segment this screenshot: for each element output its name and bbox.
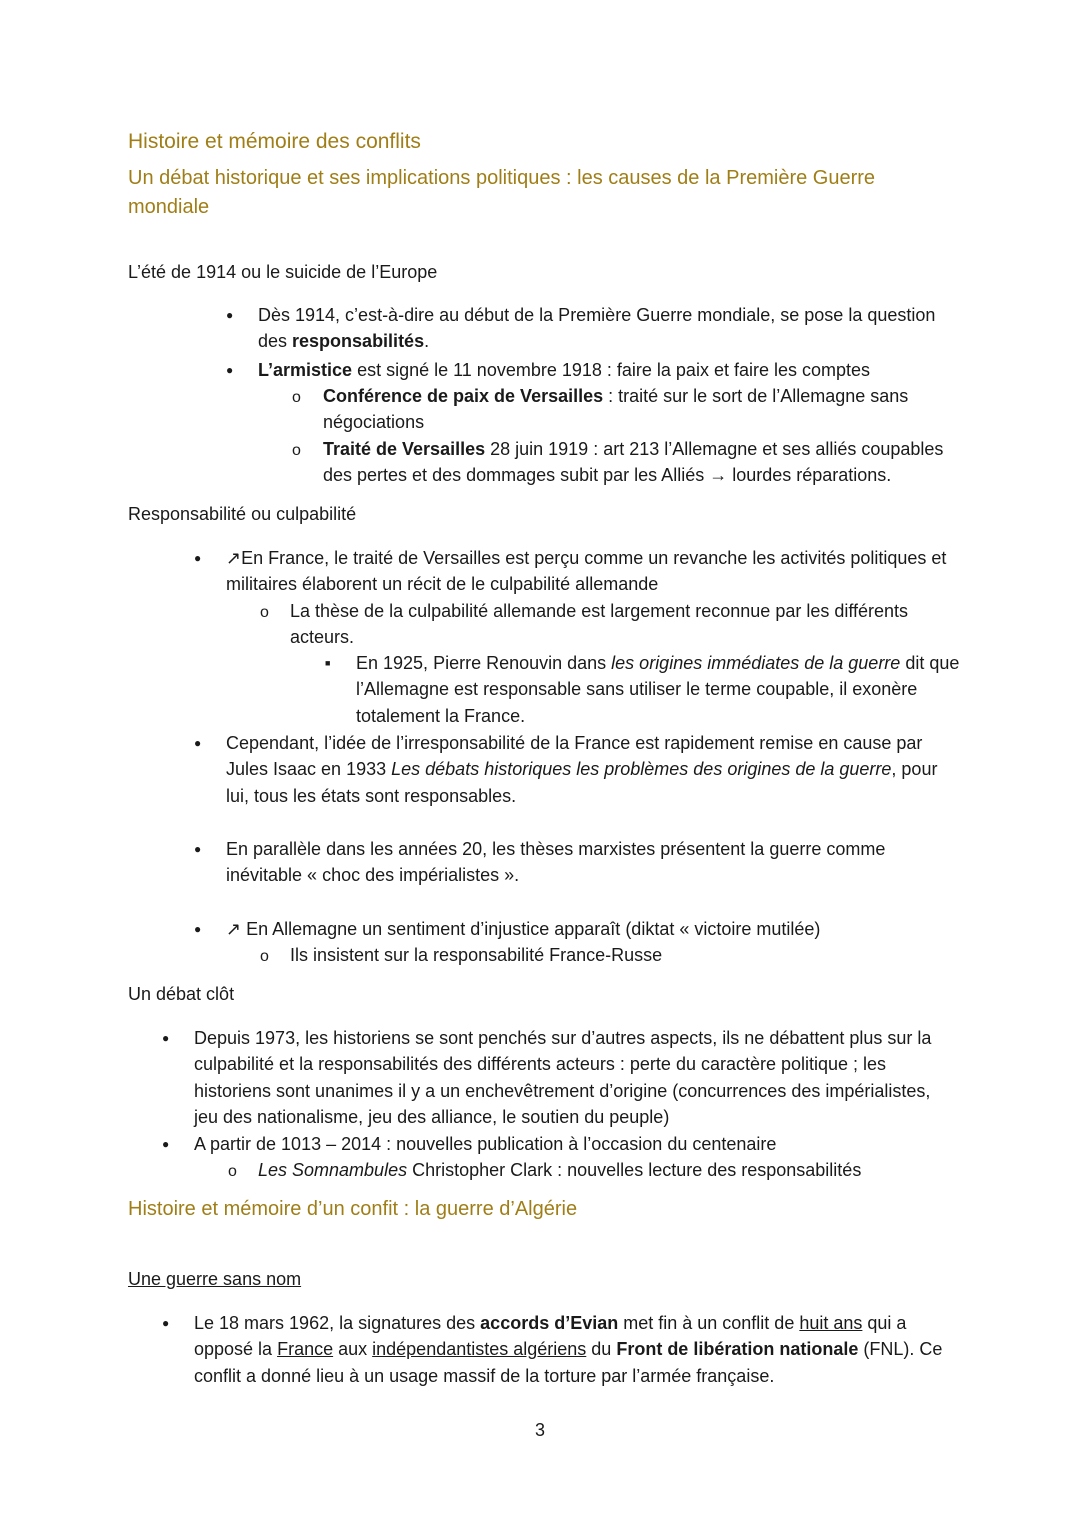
sub-bullet-marker <box>260 598 269 626</box>
section-title: Histoire et mémoire d’un confit : la guerre d’Algérie <box>128 1198 578 1220</box>
bullet-marker <box>226 357 233 385</box>
bullet-item: En parallèle dans les années 20, les thèses marxistes présentent la guerre comme inévitable « choc des impérialistes ». <box>226 839 886 886</box>
sub-bullet-item: La thèse de la culpabilité allemande est largement reconnue par les différents acteurs. <box>290 601 909 648</box>
bullet-marker <box>194 545 201 573</box>
section-heading: L’été de 1914 ou le suicide de l’Europe <box>128 262 438 282</box>
bullet-item: L’armistice est signé le 11 novembre 1918 : faire la paix et faire les comptes <box>258 360 871 380</box>
bullet-item: ↗En France, le traité de Versailles est perçu comme un revanche les activités politiques et militaires élaborent un récit de le culpabilité allemande <box>226 548 947 595</box>
bullet-item: A partir de 1013 – 2014 : nouvelles publication à l’occasion du centenaire <box>194 1134 777 1154</box>
sub-bullet-marker <box>292 436 301 464</box>
bullet-marker <box>194 730 201 758</box>
bullet-item: Le 18 mars 1962, la signatures des accords d’Evian met fin à un conflit de huit ans qui a opposé la France aux indépendantistes algériens du Front de libération nationale (FNL). Ce conflit a donné lieu à un usage massif de la torture par l’armée française. <box>194 1313 943 1386</box>
bullet-marker <box>194 916 201 944</box>
section-heading: Un débat clôt <box>128 984 235 1004</box>
sub-bullet-item: Ils insistent sur la responsabilité France-Russe <box>290 945 663 965</box>
sub-bullet-item: Conférence de paix de Versailles : traité sur le sort de l’Allemagne sans négociations <box>323 386 909 433</box>
page-title: Histoire et mémoire des conflits <box>128 130 421 153</box>
sub-bullet-marker <box>292 383 301 411</box>
bullet-item: ↗ En Allemagne un sentiment d’injustice apparaît (diktat « victoire mutilée) <box>226 919 821 939</box>
bullet-marker <box>162 1310 169 1338</box>
bullet-item: Dès 1914, c’est-à-dire au début de la Première Guerre mondiale, se pose la question des responsabilités. <box>258 305 936 352</box>
sub-bullet-marker <box>260 942 269 970</box>
sub-bullet-item: Les Somnambules Christopher Clark : nouvelles lecture des responsabilités <box>258 1160 862 1180</box>
section-subheading: Une guerre sans nom <box>128 1269 302 1289</box>
sub-sub-bullet-item: En 1925, Pierre Renouvin dans les origines immédiates de la guerre dit que l’Allemagne est responsable sans utiliser le terme coupable, il exonère totalement la France. <box>356 653 960 726</box>
bullet-item: Depuis 1973, les historiens se sont penchés sur d’autres aspects, ils ne débattent plus sur la culpabilité et la responsabilités des différents acteurs : perte du caractère politique ; les historiens sont unanimes il y a un enchevêtrement d’origine (concurrences des impérialistes, jeu des nationalisme, jeu des alliance, le soutien du peuple) <box>194 1028 932 1127</box>
bullet-marker <box>226 302 233 330</box>
sub-sub-bullet-marker <box>325 650 330 679</box>
sub-bullet-item: Traité de Versailles 28 juin 1919 : art 213 l’Allemagne et ses alliés coupables des pertes et des dommages subit par les Alliés → lourdes réparations. <box>323 439 944 486</box>
bullet-marker <box>162 1131 169 1159</box>
section-heading: Responsabilité ou culpabilité <box>128 504 357 524</box>
bullet-item: Cependant, l’idée de l’irresponsabilité de la France est rapidement remise en cause par Jules Isaac en 1933 Les débats historiques les problèmes des origines de la guerre, pour lui, tous les états sont responsables. <box>226 733 938 806</box>
page-subtitle: Un débat historique et ses implications politiques : les causes de la Première Guerre mondiale <box>128 167 876 218</box>
bullet-marker <box>162 1025 169 1053</box>
bullet-marker <box>194 836 201 864</box>
sub-bullet-marker <box>228 1157 237 1185</box>
page-number: 3 <box>534 1420 545 1440</box>
